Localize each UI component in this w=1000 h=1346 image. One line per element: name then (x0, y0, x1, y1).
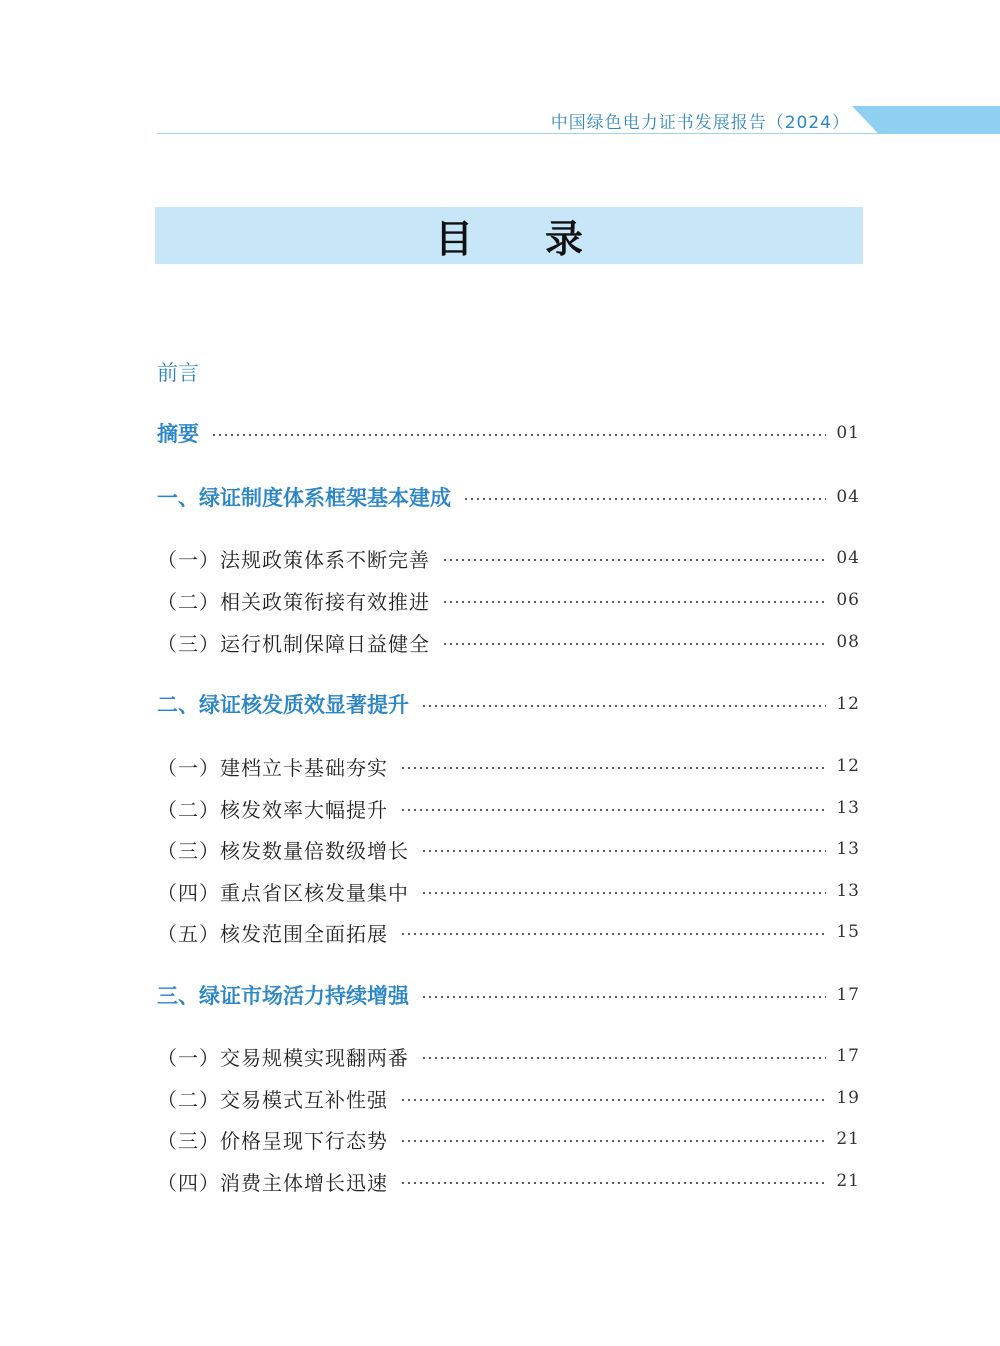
dot-leader (400, 766, 826, 770)
toc-page-number: 13 (836, 798, 860, 818)
dot-leader (421, 995, 826, 999)
toc-entry-subsection[interactable] (157, 1166, 860, 1196)
dot-leader (442, 600, 826, 604)
toc-entry-text: （二）核发效率大幅提升 (157, 797, 388, 822)
toc-page-number: 04 (836, 487, 860, 507)
toc-entry-text: （四）重点省区核发量集中 (157, 880, 409, 905)
toc-entry-text: 二、绿证核发质效显著提升 (157, 693, 409, 717)
toc-page-number: 04 (836, 548, 860, 568)
toc-page-number: 19 (836, 1088, 860, 1108)
toc-entry-section-2[interactable] (157, 689, 860, 719)
toc-entry-text: 摘要 (157, 422, 199, 446)
toc-entry-subsection[interactable] (157, 876, 860, 906)
dot-leader (400, 808, 826, 812)
toc-entry-subsection[interactable] (157, 1124, 860, 1154)
toc-entry-text: （五）核发范围全面拓展 (157, 921, 388, 946)
toc-entry-text: （一）交易规模实现翻两番 (157, 1045, 409, 1070)
toc-page-number: 17 (836, 1046, 860, 1066)
toc-entry-text: （三）价格呈现下行态势 (157, 1128, 388, 1153)
dot-leader (463, 497, 826, 501)
toc-page-number: 06 (836, 590, 860, 610)
toc-entry-subsection[interactable] (157, 751, 860, 781)
toc-entry-text: （三）核发数量倍数级增长 (157, 838, 409, 863)
table-of-contents (157, 0, 860, 1346)
dot-leader (400, 1139, 826, 1143)
toc-entry-text: （一）法规政策体系不断完善 (157, 547, 430, 572)
toc-entry-subsection[interactable] (157, 627, 860, 657)
toc-page-number: 21 (836, 1171, 860, 1191)
toc-page-number: 15 (836, 922, 860, 942)
dot-leader (400, 1098, 826, 1102)
toc-entry-section-3[interactable] (157, 980, 860, 1010)
dot-leader (400, 932, 826, 936)
toc-entry-text: （二）相关政策衔接有效推进 (157, 589, 430, 614)
toc-entry-subsection[interactable] (157, 585, 860, 615)
toc-page-number: 21 (836, 1129, 860, 1149)
toc-entry-text: 一、绿证制度体系框架基本建成 (157, 486, 451, 510)
dot-leader (211, 433, 826, 437)
dot-leader (421, 891, 826, 895)
toc-entry-text: 三、绿证市场活力持续增强 (157, 984, 409, 1008)
toc-entry-section-1[interactable] (157, 482, 860, 512)
toc-page-number: 12 (836, 756, 860, 776)
toc-entry-subsection[interactable] (157, 917, 860, 947)
toc-entry-subsection[interactable] (157, 793, 860, 823)
toc-entry-text: （二）交易模式互补性强 (157, 1087, 388, 1112)
toc-page-number: 08 (836, 632, 860, 652)
report-title: 中国绿色电力证书发展报告（2024） (550, 113, 850, 133)
toc-entry-subsection[interactable] (157, 834, 860, 864)
toc-entry-preface[interactable]: 前言 (157, 361, 199, 385)
dot-leader (400, 1181, 826, 1185)
toc-entry-subsection[interactable] (157, 1041, 860, 1071)
dot-leader (421, 849, 826, 853)
toc-page-number: 01 (836, 423, 860, 443)
toc-entry-abstract[interactable] (157, 418, 860, 448)
toc-entry-subsection[interactable] (157, 543, 860, 573)
toc-page-number: 12 (836, 694, 860, 714)
toc-entry-text: （一）建档立卡基础夯实 (157, 755, 388, 780)
toc-entry-text: （三）运行机制保障日益健全 (157, 631, 430, 656)
dot-leader (442, 558, 826, 562)
toc-page-number: 13 (836, 839, 860, 859)
header-accent-tab (852, 106, 1000, 134)
toc-title: 目录 (434, 217, 655, 261)
dot-leader (421, 1056, 826, 1060)
toc-page-number: 17 (836, 985, 860, 1005)
dot-leader (442, 642, 826, 646)
toc-entry-subsection[interactable] (157, 1083, 860, 1113)
dot-leader (421, 704, 826, 708)
toc-page-number: 13 (836, 881, 860, 901)
toc-entry-text: （四）消费主体增长迅速 (157, 1170, 388, 1195)
